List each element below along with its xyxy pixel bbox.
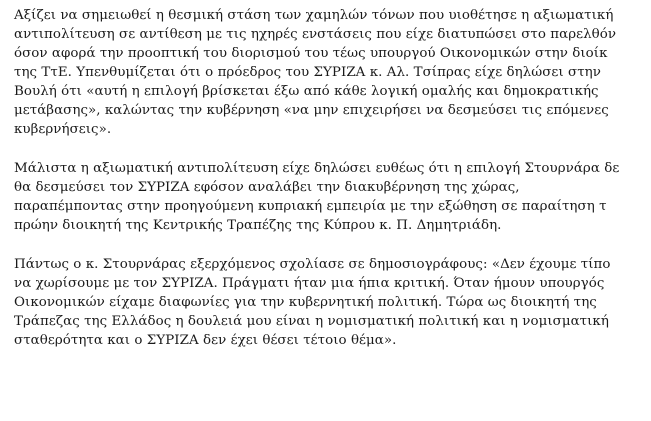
text-line: σταθερότητα και ο ΣΥΡΙΖΑ δεν έχει θέσει τέτοιο θέμα».	[14, 333, 397, 348]
paragraph	[14, 255, 651, 350]
paragraph	[14, 6, 651, 139]
text-line: μετάβασης», καλώντας την κυβέρνηση «να μην επιχειρήσει να δεσμεύσει τις επόμενες	[14, 103, 609, 118]
text-line: Μάλιστα η αξιωματική αντιπολίτευση είχε δηλώσει ευθέως ότι η επιλογή Στουρνάρα δε	[14, 161, 620, 176]
paragraph	[14, 159, 651, 235]
text-line: παραπέμποντας στην προηγούμενη κυπριακή εμπειρία με την εξώθηση σε παραίτηση τ	[14, 199, 607, 214]
text-line: να χωρίσουμε με τον ΣΥΡΙΖΑ. Πράγματι ήταν μια ήπια κριτική. Όταν ήμουν υπουργός	[14, 276, 605, 291]
text-line: θα δεσμεύσει τον ΣΥΡΙΖΑ εφόσον αναλάβει την διακυβέρνηση της χώρας,	[14, 180, 520, 195]
text-line: κυβερνήσεις».	[14, 122, 112, 137]
text-line: πρώην διοικητή της Κεντρικής Τραπέζης της Κύπρου κ. Π. Δημητριάδη.	[14, 218, 502, 233]
text-line: αντιπολίτευση σε αντίθεση με τις ηχηρές ενστάσεις που είχε διατυπώσει στο παρελθόν	[14, 27, 617, 42]
text-line: όσον αφορά την προοπτική του διορισμού του τέως υπουργού Οικονομικών στην διοίκ	[14, 46, 608, 61]
text-line: Πάντως ο κ. Στουρνάρας εξερχόμενος σχολίασε σε δημοσιογράφους: «Δεν έχουμε τίπο	[14, 257, 611, 272]
text-line: Αξίζει να σημειωθεί η θεσμική στάση των χαμηλών τόνων που υιοθέτησε η αξιωματική	[14, 8, 614, 23]
text-line: Οικονομικών είχαμε διαφωνίες για την κυβερνητική πολιτική. Τώρα ως διοικητή της	[14, 295, 597, 310]
text-line: Βουλή ότι «αυτή η επιλογή βρίσκεται έξω από κάθε λογική ομαλής και δημοκρατικής	[14, 84, 599, 99]
article-body	[14, 6, 651, 370]
text-line: Τράπεζας της Ελλάδος η δουλειά μου είναι η νομισματική πολιτική και η νομισματική	[14, 314, 609, 329]
text-line: της ΤτΕ. Υπενθυμίζεται ότι ο πρόεδρος του ΣΥΡΙΖΑ κ. Αλ. Τσίπρας είχε δηλώσει στην	[14, 65, 601, 80]
